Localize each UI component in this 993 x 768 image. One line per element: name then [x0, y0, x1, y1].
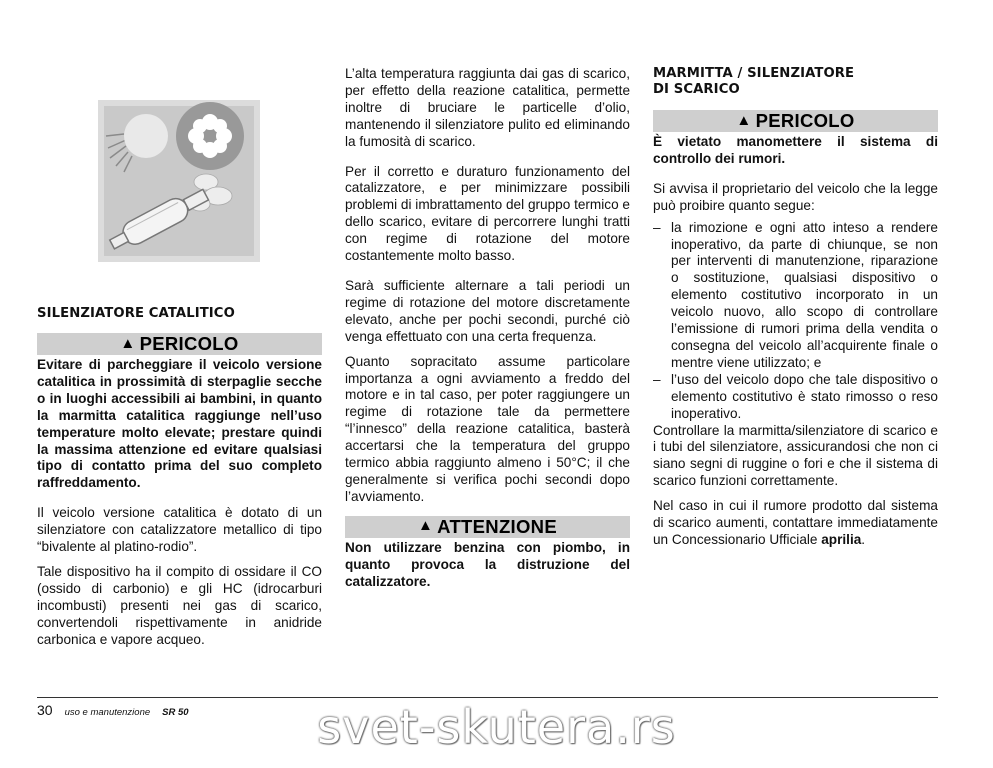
column-middle: [345, 66, 630, 590]
paragraph: Controllare la marmitta/silenziatore di scarico e i tubi del silenziatore, assicurandosi che non ci siano segni di ruggine o fori e che il sistema di scarico funzioni correttamente.: [653, 422, 938, 489]
warning-text: Non utilizzare benzina con piombo, in quanto provoca la distruzione del catalizzatore.: [345, 539, 630, 589]
paragraph: Sarà sufficiente alternare a tali periodi un regime di rotazione del motore discretamente elevato, anche per pochi secondi, purché ciò venga effettuato con una certa frequenza.: [345, 277, 630, 344]
column-left: [37, 66, 322, 649]
paragraph: Tale dispositivo ha il compito di ossidare il CO (ossido di carbonio) e gli HC (idrocarburi incombusti) presenti nei gas di scarico, convertendoli rispettivamente in anidride carbonica e vapore acqueo.: [37, 563, 322, 647]
banner-label: PERICOLO: [139, 333, 239, 354]
paragraph: Per il corretto e duraturo funzionamento del catalizzatore, e per minimizzare possibili problemi di imbrattamento del gruppo termico e dello scarico, evitare di percorrere lunghi tratti con regime di rotazione del motore costantemente molto basso.: [345, 163, 630, 264]
model-name: SR 50: [162, 707, 189, 718]
footer-divider: [37, 697, 938, 698]
prohibition-list: [653, 220, 938, 423]
warning-text: È vietato manomettere il sistema di controllo dei rumori.: [653, 134, 938, 166]
page-number: 30: [37, 702, 53, 718]
attention-banner: [345, 516, 630, 538]
section-heading-line2: DI SCARICO: [653, 82, 740, 97]
warning-triangle-icon: ▲: [120, 334, 136, 352]
brand-name: aprilia: [821, 531, 862, 547]
paragraph: [653, 498, 938, 549]
list-item: – l’uso del veicolo dopo che tale dispositivo o elemento costitutivo è stato rimosso o reso inoperativo.: [653, 372, 938, 423]
danger-banner: [653, 110, 938, 132]
paragraph-end: .: [861, 531, 866, 547]
column-right: [653, 66, 938, 549]
paragraph: Il veicolo versione catalitica è dotato di un silenziatore con catalizzatore metallico di tipo “bivalente al platino-rodio”.: [37, 505, 322, 555]
paragraph: Quanto sopracitato assume particolare importanza a ogni avviamento a freddo del motore e in tal caso, per poter raggiungere un regime di rotazione tale da permettere “l’innesco” della reazione catalitica, basterà accertarsi che la temperatura del gruppo termico abbia raggiunto almeno i 50°C; il che generalmente si verifica pochi secondi dopo l’avviamento.: [345, 353, 630, 504]
warning-triangle-icon: ▲: [418, 517, 434, 535]
paragraph-text: Nel caso in cui il rumore prodotto dal sistema di scarico aumenti, contattare immediatamente un Concessionario Ufficiale: [653, 498, 938, 547]
banner-label: PERICOLO: [755, 110, 855, 131]
warning-text: Evitare di parcheggiare il veicolo versione catalitica in prossimità di sterpaglie secche o in luoghi accessibili ai bambini, in quanto la marmitta catalitica raggiunge nell’uso temperature molto elevate; prestare quindi la massima attenzione ed evitare qualsiasi tipo di contatto prima del suo completo raffreddamento.: [37, 357, 322, 491]
watermark: svet-skutera.rs: [317, 700, 676, 754]
danger-banner: [37, 333, 322, 355]
paragraph: Si avvisa il proprietario del veicolo che la legge può proibire quanto segue:: [653, 180, 938, 213]
manual-title: uso e manutenzione: [64, 707, 151, 718]
paragraph: L’alta temperatura raggiunta dai gas di scarico, per effetto della reazione catalitica, permette inoltre di bruciare le particelle d’olio, mantenendo il silenziatore pulito ed eliminando la fumosità di scarico.: [345, 66, 630, 149]
warning-triangle-icon: ▲: [736, 111, 752, 129]
banner-label: ATTENZIONE: [437, 515, 557, 537]
list-item: – la rimozione e ogni atto inteso a rendere inoperativo, da parte di chiunque, se non per interventi di manutenzione, riparazione o sostituzione, qualsiasi dispositivo o elemento costitutivo incorporato in un veicolo nuovo, allo scopo di controllare l’emissione di rumori prima della vendita o consegna del veicolo all’acquirente finale o mentre viene utilizzato; e: [653, 220, 938, 372]
section-heading: SILENZIATORE CATALITICO: [37, 306, 235, 321]
section-heading-line1: MARMITTA / SILENZIATORE: [653, 66, 855, 81]
catalytic-converter-illustration: [98, 100, 260, 262]
